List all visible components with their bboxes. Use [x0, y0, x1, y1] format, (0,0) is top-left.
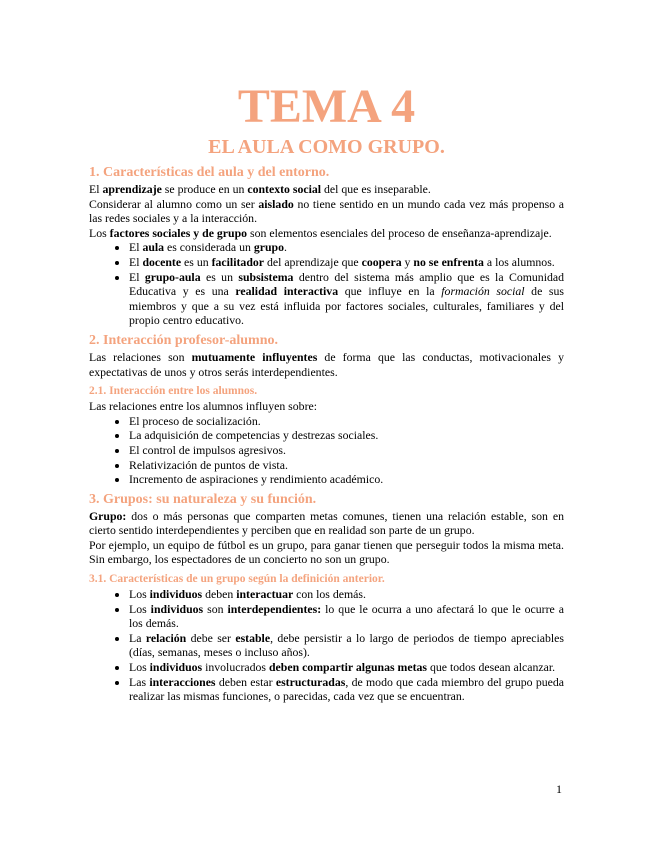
section-3-heading: 3. Grupos: su naturaleza y su función.: [89, 491, 317, 507]
list-item: • Incremento de aspiraciones y rendimiento académico.: [129, 472, 564, 487]
paragraph: Los factores sociales y de grupo son elementos esenciales del proceso de enseñanza-aprendizaje.: [89, 225, 552, 240]
paragraph: Las relaciones son mutuamente influyentes de forma que las conductas, motivacionales y expectativas de unos y otros serás interdependientes.: [89, 349, 564, 379]
section-3-1-heading: 3.1. Características de un grupo según la definición anterior.: [89, 573, 385, 586]
bullet-list: [89, 587, 564, 704]
page-number: 1: [556, 782, 562, 796]
list-item: • El control de impulsos agresivos.: [129, 443, 564, 458]
list-item: • La adquisición de competencias y destrezas sociales.: [129, 428, 564, 443]
paragraph: Grupo: dos o más personas que comparten metas comunes, tienen una relación estable, son en cierto sentido interdependientes y perciben que en realidad son parte de un grupo.: [89, 508, 564, 538]
list-item: • El proceso de socialización.: [129, 414, 564, 429]
document-subtitle: EL AULA COMO GRUPO.: [208, 136, 445, 158]
bullet-list: [89, 414, 564, 487]
list-item: • La relación debe ser estable, debe persistir a lo largo de periodos de tiempo apreciables (días, semanas, meses o incluso años).: [129, 631, 564, 660]
list-item: • El grupo-aula es un subsistema dentro del sistema más amplio que es la Comunidad Educativa y es una realidad interactiva que influye en la formación social de sus miembros y que a su vez está influida por factores sociales, culturales, familiares y del propio centro educativo.: [129, 270, 564, 328]
paragraph: El aprendizaje se produce en un contexto social del que es inseparable.: [89, 182, 431, 196]
list-item: • Los individuos involucrados deben compartir algunas metas que todos desean alcanzar.: [129, 660, 564, 675]
list-item: • El aula es considerada un grupo.: [129, 240, 564, 255]
section-1-heading: 1. Características del aula y del entorno.: [89, 165, 330, 180]
page-content: [89, 80, 564, 704]
paragraph: Por ejemplo, un equipo de fútbol es un grupo, para ganar tienen que perseguir todos la misma meta. Sin embargo, los espectadores de un concierto no son un grupo.: [89, 537, 564, 567]
paragraph: Considerar al alumno como un ser aislado no tiene sentido en un mundo cada vez más propenso a las redes sociales y a la interacción.: [89, 196, 564, 226]
list-item: • Los individuos deben interactuar con los demás.: [129, 587, 564, 602]
paragraph: Las relaciones entre los alumnos influyen sobre:: [89, 399, 318, 414]
list-item: • Los individuos son interdependientes: lo que le ocurra a uno afectará lo que le ocurre a los demás.: [129, 602, 564, 631]
document-title: TEMA 4: [237, 80, 416, 133]
section-2-1-heading: 2.1. Interacción entre los alumnos.: [89, 385, 258, 398]
bullet-list: [89, 240, 564, 328]
list-item: • El docente es un facilitador del aprendizaje que coopera y no se enfrenta a los alumnos.: [129, 255, 564, 270]
list-item: • Las interacciones deben estar estructuradas, de modo que cada miembro del grupo pueda realizar las mismas funciones, o parecidas, cada vez que se encuentran.: [129, 675, 564, 704]
section-2-heading: 2. Interacción profesor-alumno.: [89, 332, 278, 348]
list-item: • Relativización de puntos de vista.: [129, 458, 564, 473]
